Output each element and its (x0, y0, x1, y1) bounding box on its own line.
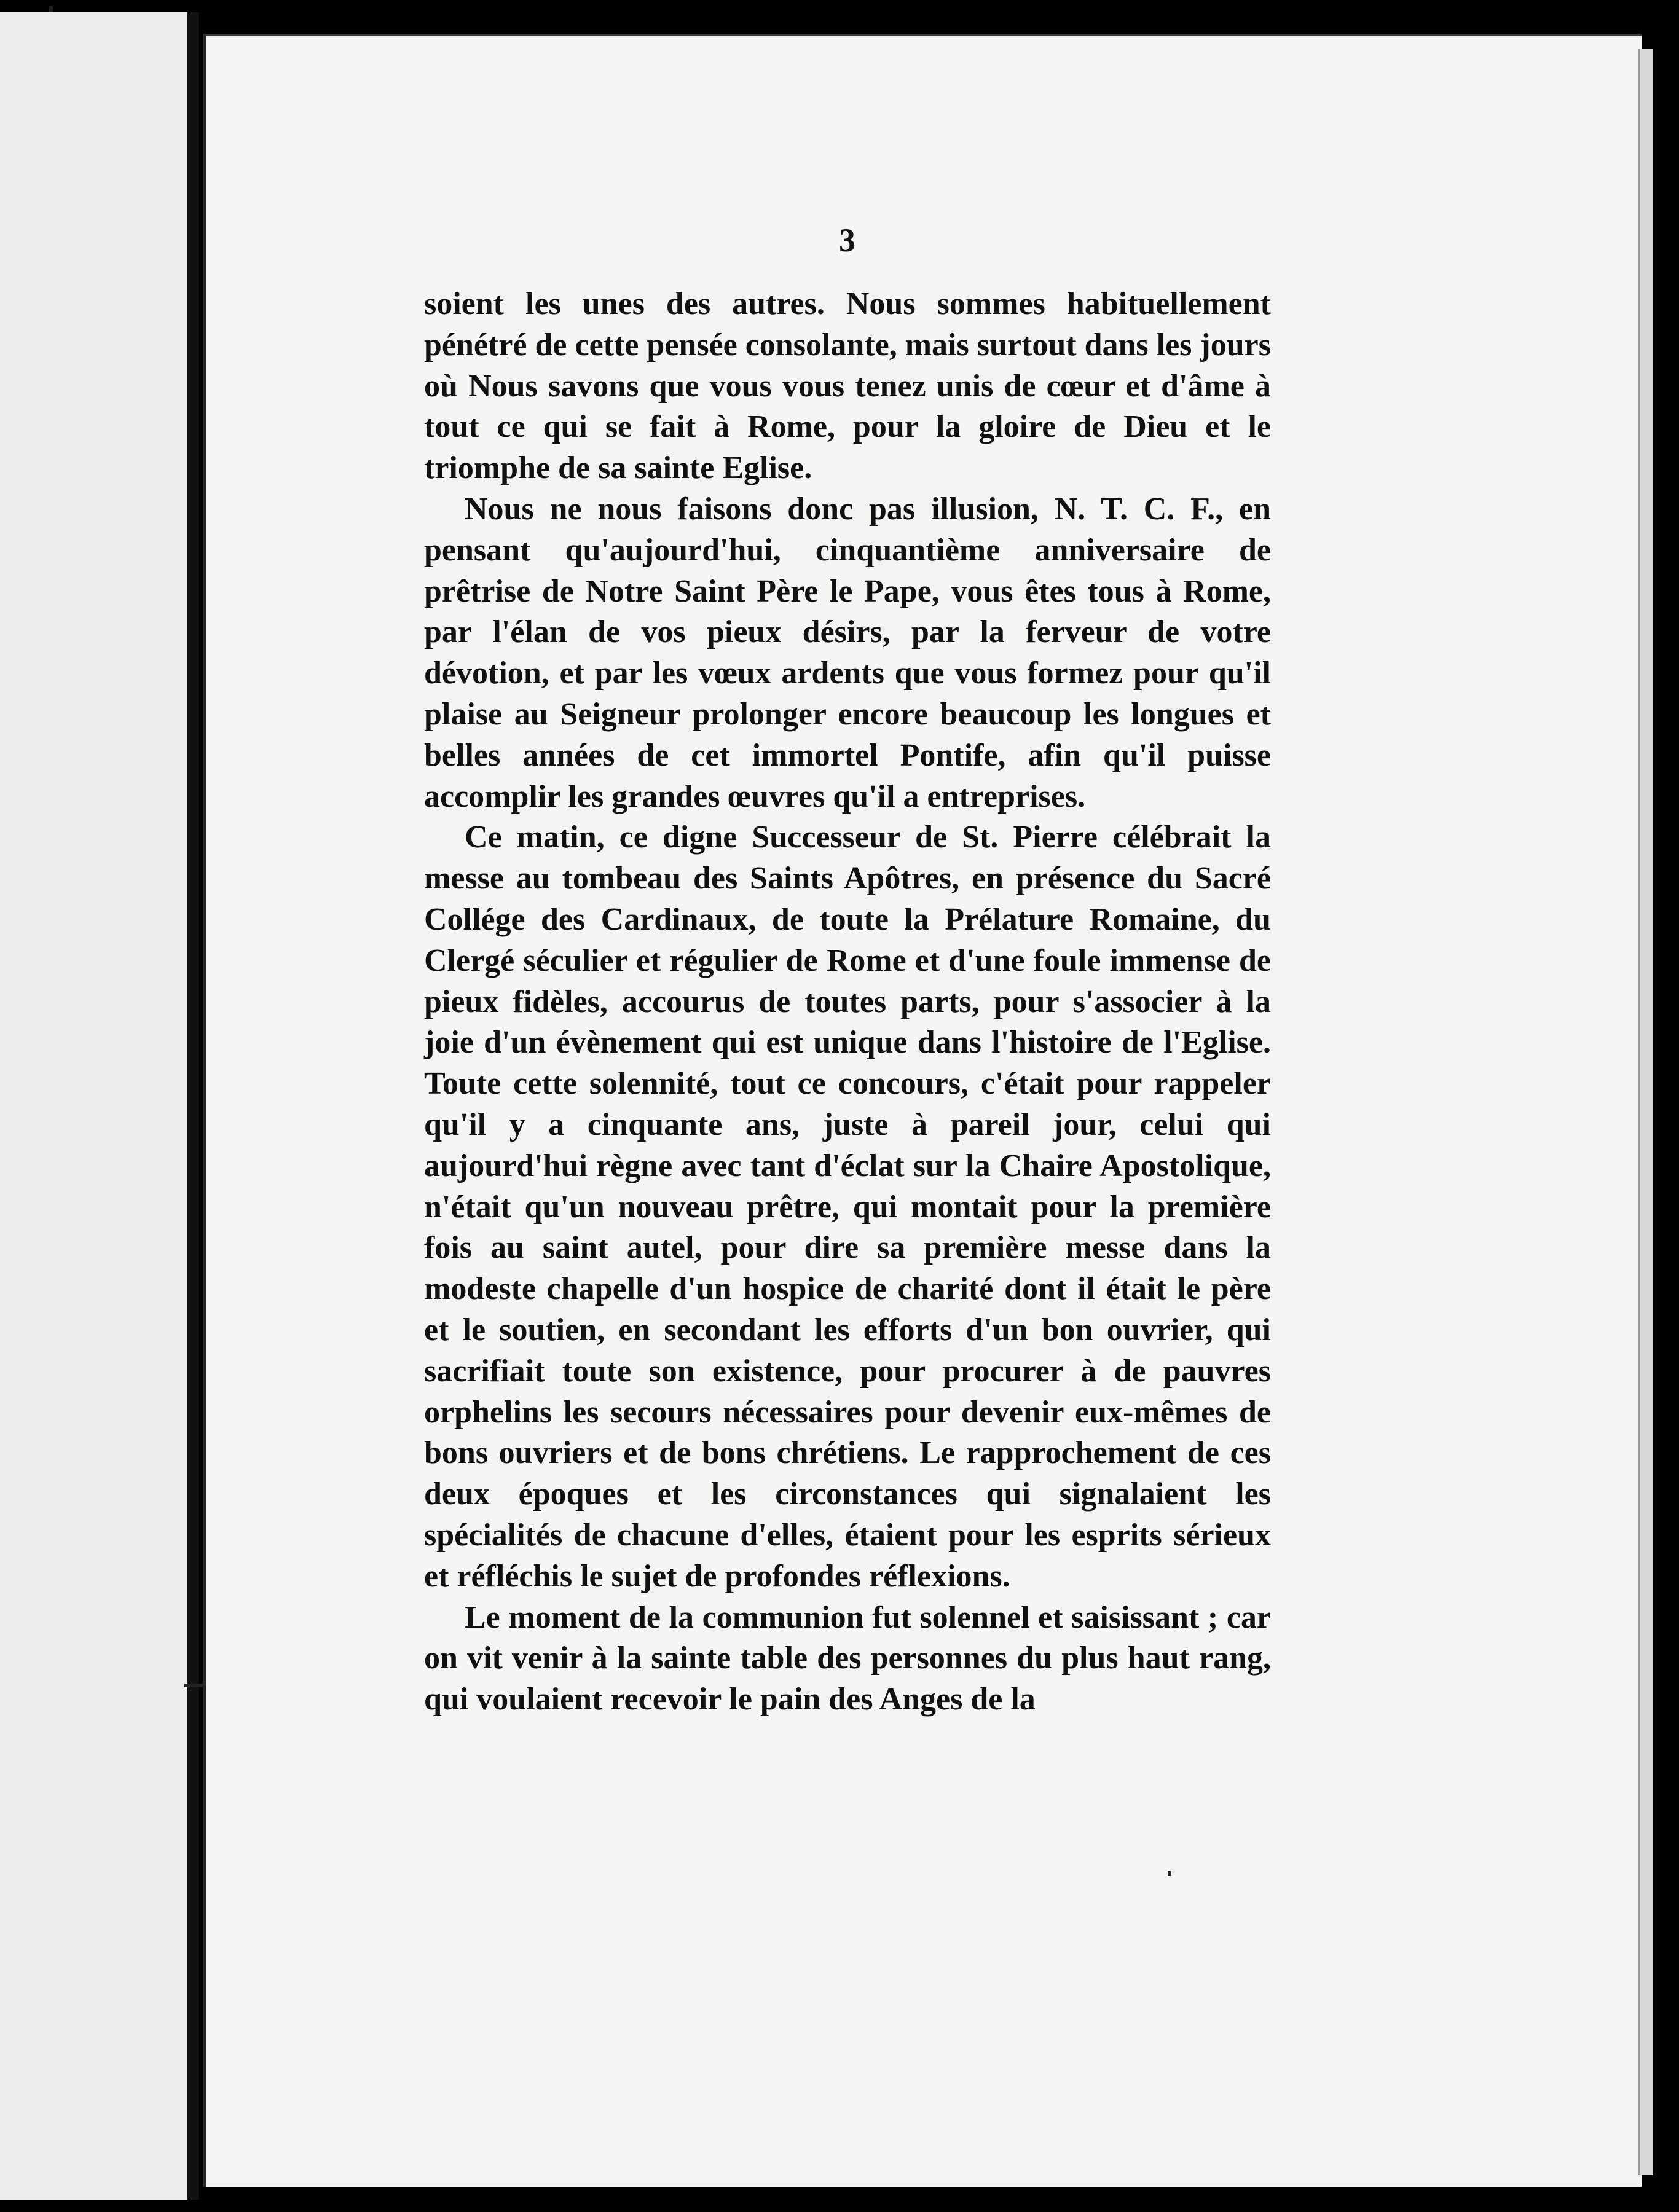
ink-speck (1168, 1871, 1171, 1876)
paragraph: Nous ne nous faisons donc pas illusion, N. T. C. F., en pensant qu'aujourd'hui, cinquantième anniversaire de prêtrise de Notre Saint Père le Pape, vous êtes tous à Rome, par l'élan de vos pieux désirs, par la ferveur de votre dévotion, et par les vœux ardents que vous formez pour qu'il plaise au Seigneur prolonger encore beaucoup les longues et belles années de cet immortel Pontife, afin qu'il puisse accomplir les grandes œuvres qu'il a entreprises. (424, 491, 1271, 814)
paragraph: Le moment de la communion fut solennel et saisissant ; car on vit venir à la sainte table des personnes du plus haut rang, qui voulaient recevoir le pain des Anges de la (424, 1599, 1271, 1717)
page-fore-edge (1638, 49, 1653, 2175)
gutter-shadow (187, 12, 199, 2200)
page-number: 3 (839, 222, 855, 259)
body-text (424, 284, 1271, 1720)
left-page-edge (0, 12, 191, 2200)
paragraph: soient les unes des autres. Nous sommes habituellement pénétré de cette pensée consolante, mais surtout dans les jours où Nous savons que vous vous tenez unis de cœur et d'âme à tout ce qui se fait à Rome, pour la gloire de Dieu et le triomphe de sa sainte Eglise. (424, 286, 1271, 486)
paragraph: Ce matin, ce digne Successeur de St. Pierre célébrait la messe au tombeau des Saints Apôtres, en présence du Sacré Collége des Cardinaux, de toute la Prélature Romaine, du Clergé séculier et régulier de Rome et d'une foule immense de pieux fidèles, accourus de toutes parts, pour s'associer à la joie d'un évènement qui est unique dans l'histoire de l'Eglise. Toute cette solennité, tout ce concours, c'était pour rappeler qu'il y a cinquante ans, juste à pareil jour, celui qui aujourd'hui règne avec tant d'éclat sur la Chaire Apostolique, n'était qu'un nouveau prêtre, qui montait pour la première fois au saint autel, pour dire sa première messe dans la modeste chapelle d'un hospice de charité dont il était le père et le soutien, en secondant les efforts d'un bon ouvrier, qui sacrifiait toute son existence, pour procurer à de pauvres orphelins les secours nécessaires pour devenir eux-mêmes de bons ouvriers et de bons chrétiens. Le rapprochement de ces deux époques et les circonstances qui signalaient les spécialités de chacune d'elles, étaient pour les esprits sérieux et réfléchis le sujet de profondes réflexions. (424, 820, 1271, 1594)
